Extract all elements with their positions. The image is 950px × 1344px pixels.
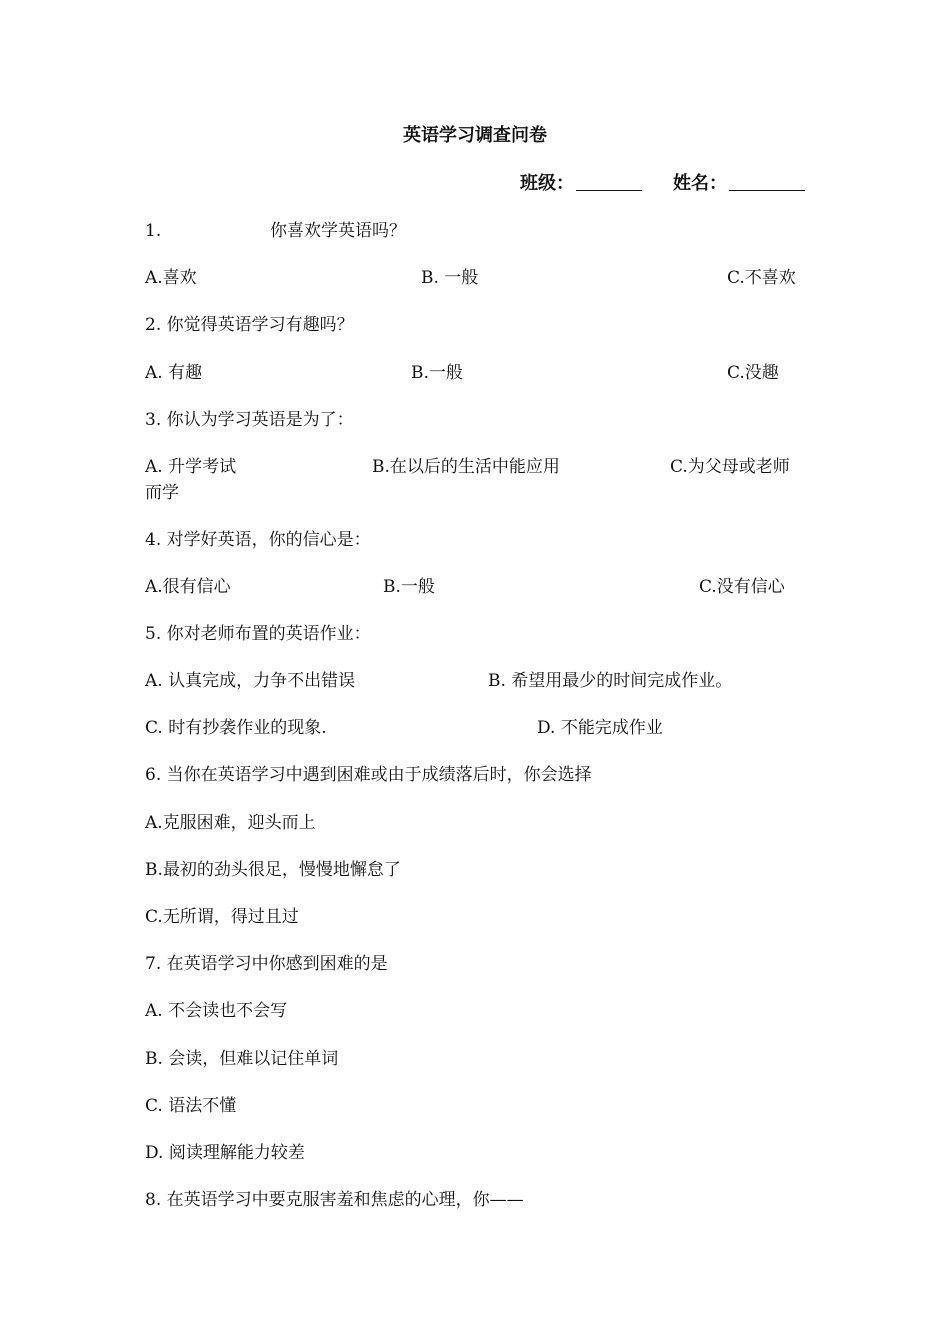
text-line: D. 阅读理解能力较差 (145, 1143, 305, 1163)
text-segment: C.没趣 (727, 363, 779, 383)
text-segment: B.一般 (411, 363, 463, 383)
text-line: 而学 (145, 483, 179, 503)
text-segment: C.不喜欢 (727, 268, 796, 288)
text-line: 5. 你对老师布置的英语作业： (145, 624, 371, 644)
text-line: 3. 你认为学习英语是为了： (145, 410, 354, 430)
text-segment: 1. (145, 221, 162, 241)
text-line: B. 会读，但难以记住单词 (145, 1049, 339, 1069)
text-segment: D. 不能完成作业 (537, 718, 663, 738)
text-segment: A.喜欢 (145, 268, 197, 288)
text-segment: A.很有信心 (145, 577, 231, 597)
text-line: 7. 在英语学习中你感到困难的是 (145, 954, 388, 974)
text-segment: C.为父母或老师 (670, 457, 790, 477)
text-segment: A. 有趣 (145, 363, 203, 383)
name-field (673, 170, 805, 198)
text-segment: B. 希望用最少的时间完成作业。 (488, 671, 733, 691)
text-line: B.最初的劲头很足，慢慢地懈怠了 (145, 860, 401, 880)
text-line: 6. 当你在英语学习中遇到困难或由于成绩落后时，你会选择 (145, 765, 592, 785)
text-line: C.无所谓，得过且过 (145, 907, 299, 927)
text-segment: A. 升学考试 (145, 457, 237, 477)
text-segment: A. 认真完成，力争不出错误 (145, 671, 356, 691)
text-segment: B.在以后的生活中能应用 (372, 457, 560, 477)
text-segment: B.一般 (383, 577, 435, 597)
text-line: C. 语法不懂 (145, 1096, 237, 1116)
text-segment: C.没有信心 (699, 577, 785, 597)
text-line: 4. 对学好英语，你的信心是： (145, 530, 371, 550)
class-label: 班级： (520, 173, 574, 194)
name-blank[interactable] (729, 170, 805, 191)
text-segment: C. 时有抄袭作业的现象. (145, 718, 327, 738)
text-line: A. 不会读也不会写 (145, 1001, 288, 1021)
text-segment: 你喜欢学英语吗？ (270, 221, 406, 241)
name-label: 姓名： (673, 173, 727, 194)
page-title: 英语学习调查问卷 (403, 125, 547, 146)
text-segment: B. 一般 (421, 268, 479, 288)
text-line: A.克服困难，迎头而上 (145, 813, 316, 833)
text-line: 8. 在英语学习中要克服害羞和焦虑的心理，你—— (145, 1190, 524, 1210)
class-blank[interactable] (576, 170, 642, 191)
text-line: 2. 你觉得英语学习有趣吗？ (145, 315, 354, 335)
class-field (520, 170, 642, 198)
